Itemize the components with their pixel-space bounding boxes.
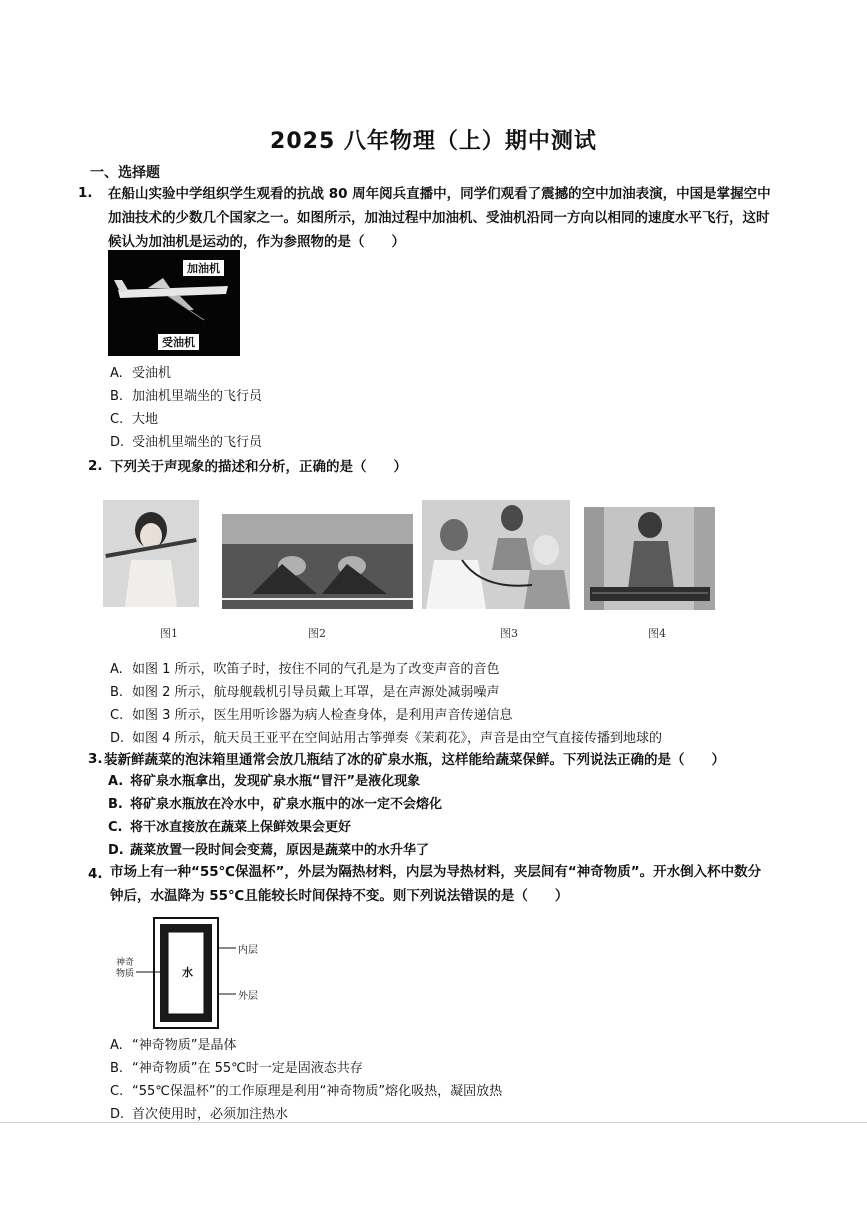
receiver-label: 受油机 (158, 334, 199, 350)
flute-player-illustration (103, 500, 199, 607)
q1-option-c: C. 大地 (110, 412, 159, 427)
page-title: 2025 八年物理（上）期中测试 (270, 129, 597, 154)
figure-2-carrier-photo (222, 514, 413, 609)
thermos-cup-drawing (112, 912, 282, 1032)
question-3-number: 3. (88, 751, 103, 767)
page-divider (0, 1122, 867, 1123)
refueling-image (108, 250, 240, 356)
inner-layer-label: 内层 (238, 945, 258, 956)
q3-option-c: C. 将干冰直接放在蔬菜上保鲜效果会更好 (108, 820, 352, 835)
question-2-text: 下列关于声现象的描述和分析，正确的是（ ） (110, 459, 407, 475)
question-1-line-2: 加油技术的少数几个国家之一。如图所示，加油过程中加油机、受油机沿同一方向以相同的速度水平飞行，这时 (108, 210, 770, 226)
q3-option-a: A. 将矿泉水瓶拿出，发现矿泉水瓶“冒汗”是液化现象 (108, 774, 421, 789)
doctor-patient-illustration (422, 500, 570, 609)
q4-option-a: A. “神奇物质”是晶体 (110, 1038, 237, 1053)
q4-option-d: D. 首次使用时，必须加注热水 (110, 1107, 289, 1122)
figure-4-caption: 图4 (648, 627, 666, 640)
astronaut-guzheng-illustration (584, 507, 715, 610)
tanker-label: 加油机 (183, 260, 224, 276)
figure-4-guzheng-photo (584, 507, 715, 610)
carrier-crew-illustration (222, 514, 413, 609)
figure-1-caption: 图1 (160, 627, 178, 640)
q3-option-b: B. 将矿泉水瓶放在冷水中，矿泉水瓶中的冰一定不会熔化 (108, 797, 443, 812)
question-4-number: 4. (88, 866, 103, 882)
question-1-number: 1. (78, 185, 93, 201)
figure-3-caption: 图3 (500, 627, 518, 640)
question-4-text (110, 860, 850, 908)
question-1-text (108, 182, 848, 254)
outer-layer-label: 外层 (238, 991, 258, 1002)
q3-option-d: D. 蔬菜放置一段时间会变蔫，原因是蔬菜中的水升华了 (108, 843, 430, 858)
q4-option-c: C. “55℃保温杯”的工作原理是利用“神奇物质”熔化吸热，凝固放热 (110, 1084, 503, 1099)
q2-option-c: C. 如图 3 所示，医生用听诊器为病人检查身体，是利用声音传递信息 (110, 708, 513, 723)
q2-option-d: D. 如图 4 所示，航天员王亚平在空间站用古筝弹奏《茉莉花》，声音是由空气直接传播到地球的 (110, 731, 663, 746)
q4-option-b: B. “神奇物质”在 55℃时一定是固液态共存 (110, 1061, 363, 1076)
figure-2-caption: 图2 (308, 627, 326, 640)
q1-option-a: A. 受油机 (110, 366, 172, 381)
question-4-line-1: 市场上有一种“55℃保温杯”，外层为隔热材料，内层为导热材料，夹层间有“神奇物质”。开水倒入杯中数分 (110, 864, 762, 880)
question-1-line-3: 候认为加油机是运动的，作为参照物的是（ ） (108, 234, 405, 250)
question-2-number: 2. (88, 458, 103, 474)
question-1-line-1: 在船山实验中学组织学生观看的抗战 80 周年阅兵直播中，同学们观看了震撼的空中加油表演，中国是掌握空中 (108, 186, 771, 202)
figure-1-flute-photo (103, 500, 199, 607)
figure-3-doctor-photo (422, 500, 570, 609)
question-4-line-2: 钟后，水温降为 55℃且能较长时间保持不变。则下列说法错误的是（ ） (110, 888, 569, 904)
q1-option-d: D. 受油机里端坐的飞行员 (110, 435, 263, 450)
section-heading: 一、选择题 (90, 165, 160, 181)
question-3-text: 装新鲜蔬菜的泡沫箱里通常会放几瓶结了冰的矿泉水瓶，这样能给蔬菜保鲜。下列说法正确的是（ ） (104, 752, 725, 768)
magic-material-label: 神奇 物质 (116, 958, 135, 979)
q1-option-b: B. 加油机里端坐的飞行员 (110, 389, 263, 404)
water-label: 水 (182, 966, 193, 979)
thermos-cup-diagram (112, 912, 282, 1032)
q2-option-b: B. 如图 2 所示，航母舰载机引导员戴上耳罩，是在声源处减弱噪声 (110, 685, 500, 700)
q2-option-a: A. 如图 1 所示，吹笛子时，按住不同的气孔是为了改变声音的音色 (110, 662, 500, 677)
